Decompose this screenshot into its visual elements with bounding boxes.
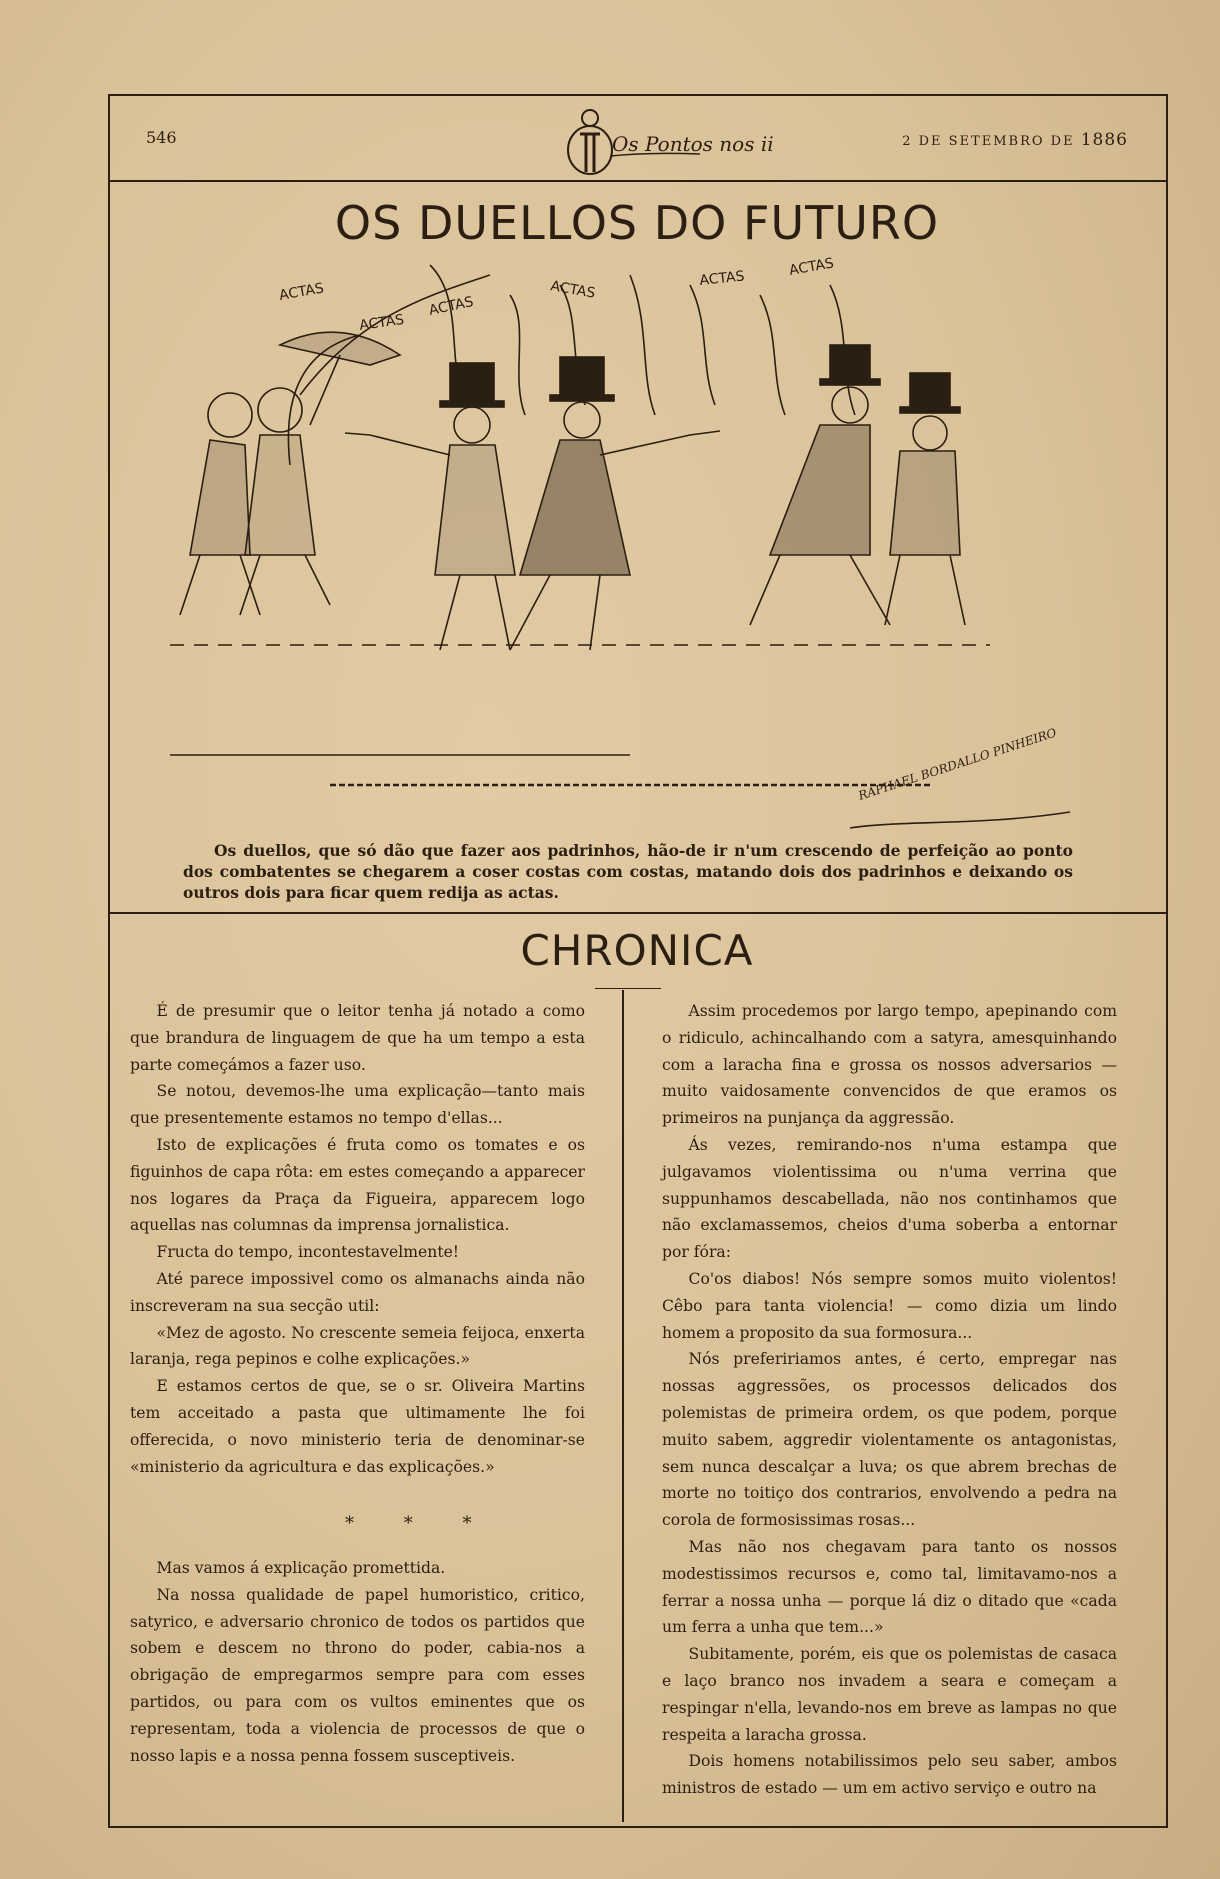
paragraph: Até parece impossivel como os almanachs ainda não inscreveram na sua secção util:	[130, 1269, 585, 1315]
chronica-title: CHRONICA	[520, 926, 754, 975]
signature-text: RAPHAEL BORDALLO PINHEIRO	[856, 725, 1059, 803]
paragraph: Mas não nos chegavam para tanto os nossos modestissimos recursos e, como tal, limitavamo-nos a ferrar a nossa unha — porque lá diz o ditado que «cada um ferra a unha que tem...»	[662, 1537, 1117, 1637]
title-underline	[595, 988, 661, 989]
issue-year: 1886	[1080, 130, 1128, 150]
issue-date-text: 2 DE SETEMBRO DE	[902, 134, 1075, 149]
column-divider	[622, 990, 624, 1822]
balloon-word: ACTAS	[427, 293, 475, 319]
paragraph: Nós prefeririamos antes, é certo, empregar nas nossas aggressões, os processos delicados dos polemistas de primeira ordem, os que podem, porque muito sabem, aggredir violentamente os antagonistas, sem nunca descalçar a luva; os que abrem brechas de morte no toitiço dos contrarios, envolvendo a pedra na corola de formosissimas rosas...	[662, 1350, 1117, 1530]
paragraph: E estamos certos de que, se o sr. Oliveira Martins tem acceitado a pasta que ultimamente lhe foi offerecida, o novo ministerio teria de denominar-se «ministerio da agricultura e das explicações.»	[130, 1377, 585, 1476]
cartoon-linework	[170, 265, 990, 785]
left-column-continued	[130, 1555, 585, 1769]
paragraph: Isto de explicações é fruta como os tomates e os figuinhos de capa rôta: em estes começando a apparecer nos logares da Praça da Figueira, apparecem logo aquellas nas columnas da imprensa jornalistica.	[130, 1135, 585, 1235]
balloon-word: ACTAS	[787, 255, 836, 279]
paragraph: Ás vezes, remirando-nos n'uma estampa que julgavamos violentissima ou n'uma verrina que suppunhamos descabellada, não nos continhamos que não exclamassemos, cheios d'uma soberba a entornar por fóra:	[662, 1135, 1117, 1262]
paragraph: Mas vamos á explicação promettida.	[156, 1559, 446, 1577]
paragraph: Na nossa qualidade de papel humoristico, critico, satyrico, e adversario chronico de todos os partidos que sobem e descem no throno do poder, cabia-nos a obrigação de empregarmos sempre para com esses partidos, ou para com os vultos eminentes que os representam, toda a violencia de processos de que o nosso lapis e a nossa penna fossem susceptiveis.	[130, 1585, 585, 1765]
balloon-word: ACTAS	[698, 268, 746, 289]
paragraph: Fructa do tempo, incontestavelmente!	[156, 1243, 460, 1262]
paragraph: Co'os diabos! Nós sempre somos muito violentos! Cêbo para tanta violencia! — como dizia um lindo homem a proposito da sua formosura...	[662, 1269, 1117, 1342]
balloon-word: ACTAS	[358, 311, 406, 334]
paragraph: «Mez de agosto. No crescente semeia feijoca, enxerta laranja, rega pepinos e colhe explicações.»	[130, 1323, 585, 1369]
paragraph: Se notou, devemos-lhe uma explicação—tanto mais que presentemente estamos no tempo d'ellas...	[130, 1082, 585, 1128]
left-column	[130, 998, 585, 1480]
masthead-logo	[560, 104, 774, 182]
section-rule	[108, 912, 1166, 914]
cartoon-title: OS DUELLOS DO FUTURO	[334, 196, 940, 250]
paragraph: Subitamente, porém, eis que os polemistas de casaca e laço branco nos invadem a seara e começam a respingar n'ella, levando-nos em breve as lampas no que respeita a laracha grossa.	[662, 1645, 1117, 1744]
right-column	[662, 998, 1117, 1802]
page-number: 546	[146, 128, 177, 147]
paragraph: Assim procedemos por largo tempo, apepinando com o ridiculo, achincalhando com a satyra, amesquinhando com a laracha fina e grossa os nossos adversarios — muito vaidosamente convencidos de que eramos os primeiros na punjança da aggressão.	[662, 1002, 1117, 1128]
section-separator: * * *	[345, 1513, 494, 1534]
masthead-text: Os Pontos nos ii	[612, 132, 774, 156]
issue-date	[902, 130, 1128, 150]
balloon-words	[278, 255, 835, 334]
balloon-word: ACTAS	[277, 280, 326, 304]
paragraph: Dois homens notabilissimos pelo seu saber, ambos ministros de estado — um em activo serviço e outro na	[662, 1752, 1117, 1798]
paragraph: É de presumir que o leitor tenha já notado a como que brandura de linguagem de que ha um tempo a esta parte começámos a fazer uso.	[130, 1002, 585, 1074]
artist-signature	[840, 725, 1110, 840]
balloon-word: ACTAS	[549, 278, 597, 302]
cartoon-caption: Os duellos, que só dão que fazer aos padrinhos, hão-de ir n'um crescendo de perfeição ao ponto dos combatentes se chegarem a coser costas com costas, matando dois dos padrinhos e deixando os outros dois para ficar quem redija as actas.	[183, 841, 1073, 902]
